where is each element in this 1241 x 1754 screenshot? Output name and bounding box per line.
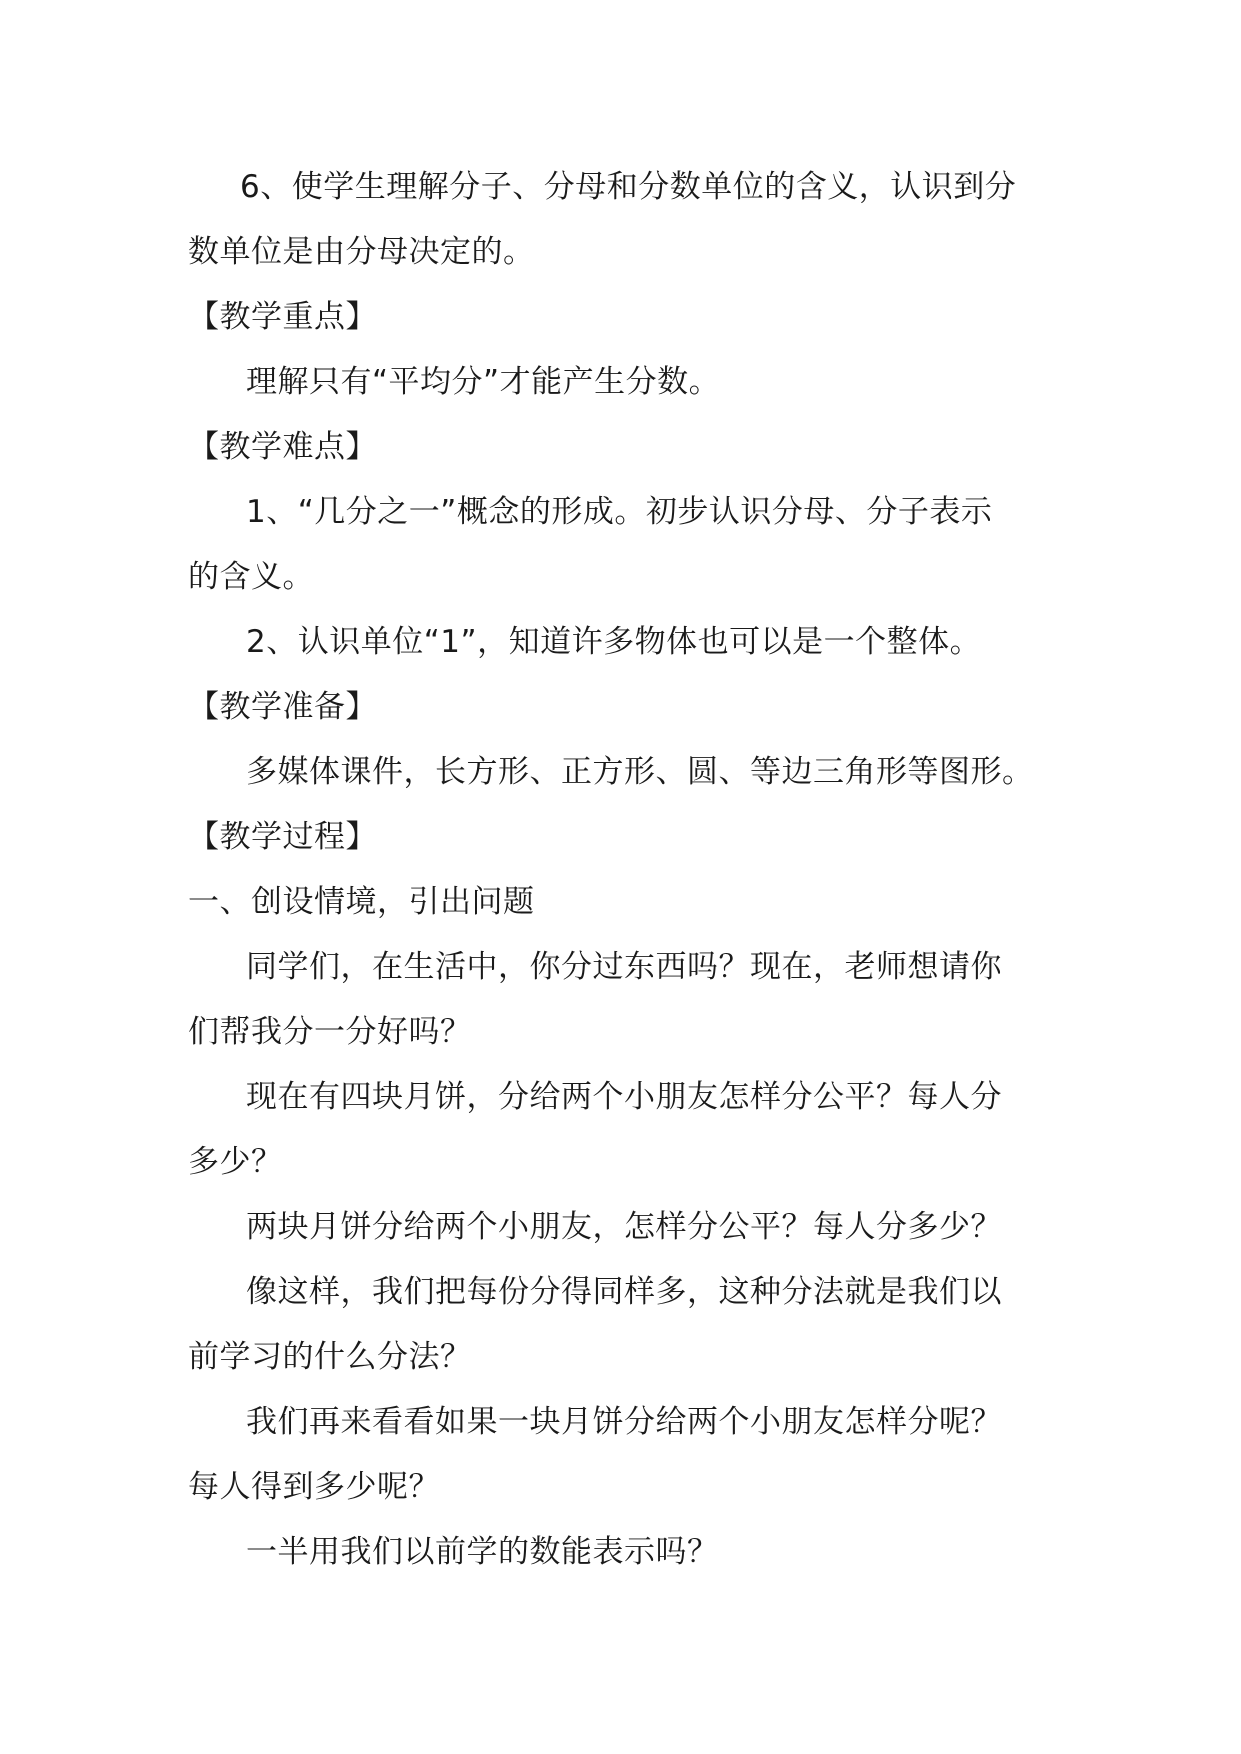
- key-point-text: 理解只有“平均分”才能产生分数。: [246, 364, 721, 400]
- paragraph-4-line-1: 像这样，我们把每份分得同样多，这种分法就是我们以: [246, 1274, 1002, 1310]
- heading-key-points: 【教学重点】: [188, 299, 377, 335]
- paragraph-2-line-2: 多少？: [188, 1144, 283, 1180]
- paragraph-4-line-2: 前学习的什么分法？: [188, 1339, 472, 1375]
- document-page: [188, 155, 1058, 1585]
- paragraph-2-line-1: 现在有四块月饼，分给两个小朋友怎样分公平？每人分: [246, 1079, 1002, 1115]
- paragraph-5-line-2: 每人得到多少呢？: [188, 1469, 440, 1505]
- preparation-text: 多媒体课件，长方形、正方形、圆、等边三角形等图形。: [246, 754, 1034, 790]
- heading-difficulties: 【教学难点】: [188, 429, 377, 465]
- difficulty-1-line-2: 的含义。: [188, 559, 314, 595]
- difficulty-1-line-1: 1、“几分之一”概念的形成。初步认识分母、分子表示: [246, 494, 993, 530]
- difficulty-2: 2、认识单位“1”，知道许多物体也可以是一个整体。: [246, 624, 982, 660]
- paragraph-1-line-1: 同学们，在生活中，你分过东西吗？现在，老师想请你: [246, 949, 1002, 985]
- section-1-title: 一、创设情境，引出问题: [188, 884, 535, 920]
- paragraph-5-line-1: 我们再来看看如果一块月饼分给两个小朋友怎样分呢？: [246, 1404, 1002, 1440]
- heading-process: 【教学过程】: [188, 819, 377, 855]
- paragraph-6: 一半用我们以前学的数能表示吗？: [246, 1534, 719, 1570]
- objective-6-line-2: 数单位是由分母决定的。: [188, 234, 535, 270]
- heading-preparation: 【教学准备】: [188, 689, 377, 725]
- objective-6-line-1: 6、使学生理解分子、分母和分数单位的含义，认识到分: [240, 169, 1017, 205]
- paragraph-3: 两块月饼分给两个小朋友，怎样分公平？每人分多少？: [246, 1209, 1002, 1245]
- paragraph-1-line-2: 们帮我分一分好吗？: [188, 1014, 472, 1050]
